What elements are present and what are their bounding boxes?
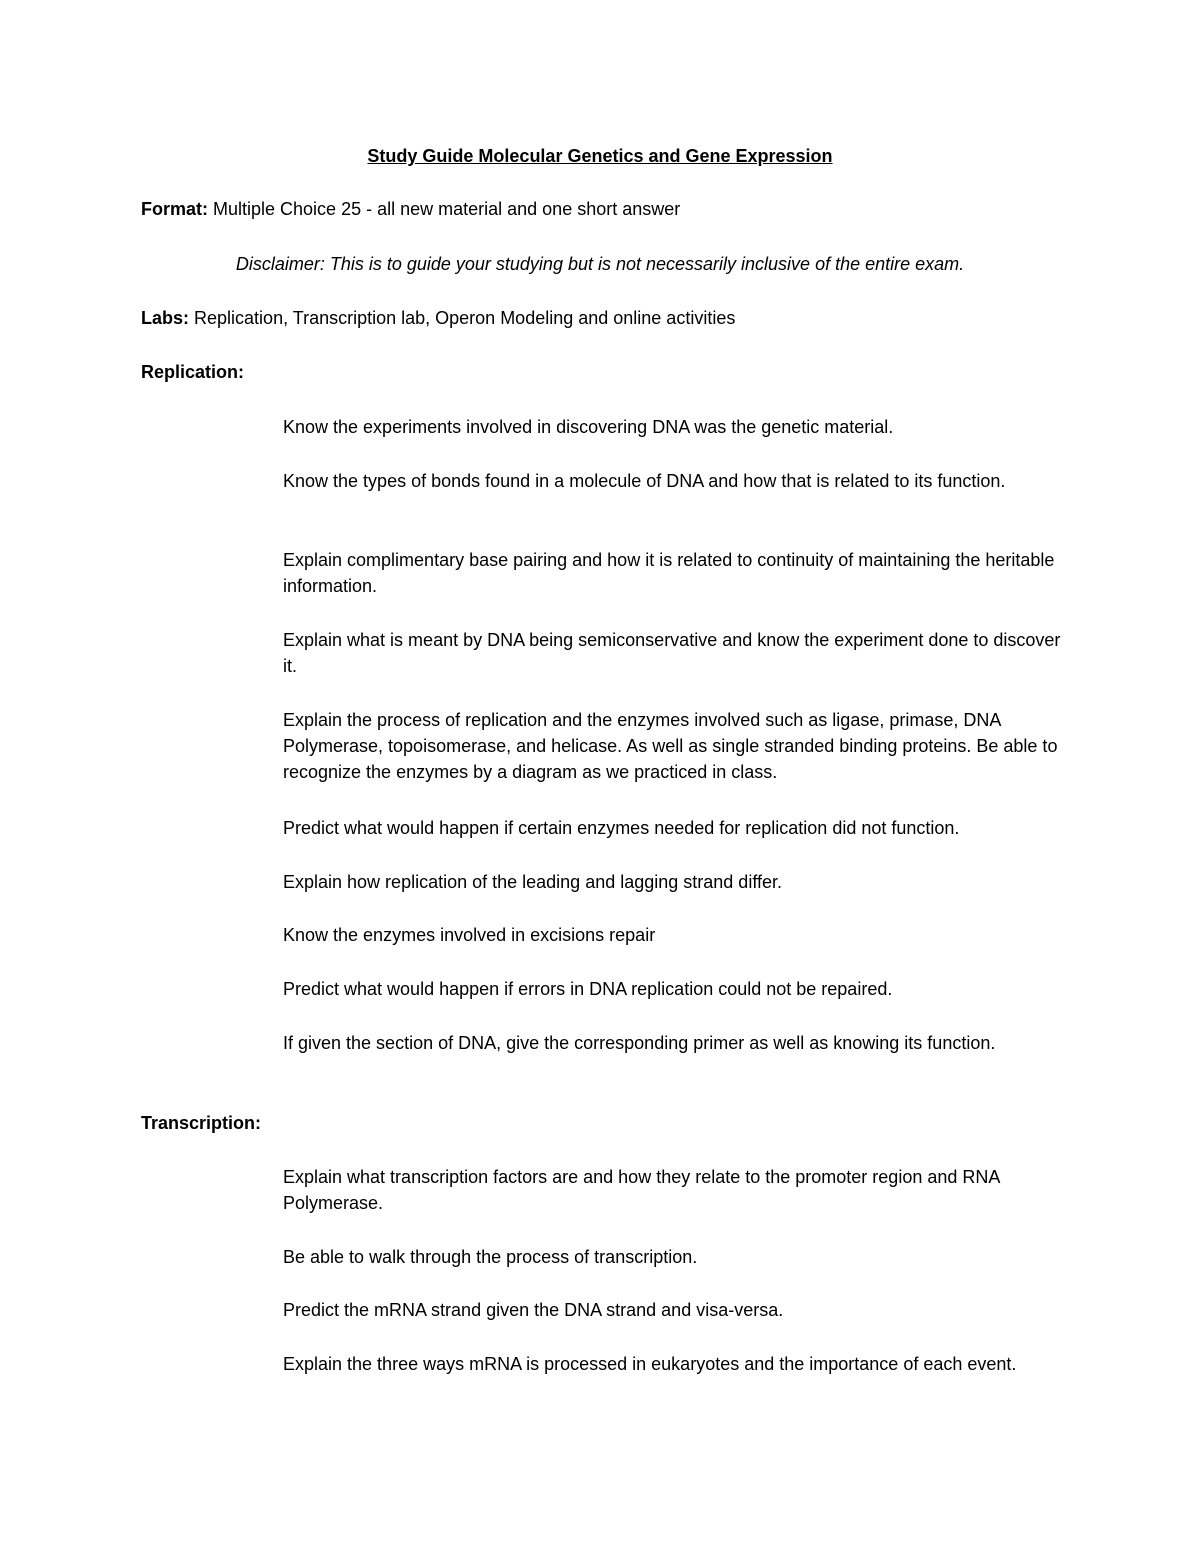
replication-item: If given the section of DNA, give the corresponding primer as well as knowing its function. xyxy=(283,1033,996,1053)
transcription-heading: Transcription: xyxy=(141,1113,262,1133)
disclaimer: Disclaimer: This is to guide your studying but is not necessarily inclusive of the entire exam. xyxy=(235,254,965,274)
replication-item: Explain the process of replication and the enzymes involved such as ligase, primase, DNA Polymerase, topoisomerase, and helicase. As well as single stranded binding proteins. Be able to recognize the enzymes by a diagram as we practiced in class. xyxy=(283,710,1058,782)
format-label: Format: xyxy=(141,199,208,219)
replication-heading: Replication: xyxy=(141,362,245,382)
replication-item: Explain how replication of the leading and lagging strand differ. xyxy=(283,872,783,892)
labs-line xyxy=(141,305,735,331)
replication-item: Explain complimentary base pairing and how it is related to continuity of maintaining the heritable information. xyxy=(283,550,1055,596)
replication-item: Know the experiments involved in discovering DNA was the genetic material. xyxy=(283,417,894,437)
format-text: Multiple Choice 25 - all new material and one short answer xyxy=(213,199,681,219)
transcription-item: Explain the three ways mRNA is processed in eukaryotes and the importance of each event. xyxy=(283,1354,1017,1374)
labs-label: Labs: xyxy=(141,308,190,328)
transcription-item: Explain what transcription factors are and how they relate to the promoter region and RNA Polymerase. xyxy=(283,1167,1000,1213)
transcription-item: Predict the mRNA strand given the DNA strand and visa-versa. xyxy=(283,1300,784,1320)
replication-item: Explain what is meant by DNA being semiconservative and know the experiment done to discover it. xyxy=(283,630,1061,676)
replication-item: Predict what would happen if errors in DNA replication could not be repaired. xyxy=(283,979,893,999)
labs-text: Replication, Transcription lab, Operon Modeling and online activities xyxy=(194,308,736,328)
replication-item: Know the enzymes involved in excisions repair xyxy=(283,925,656,945)
transcription-item: Be able to walk through the process of transcription. xyxy=(283,1247,698,1267)
format-line xyxy=(141,196,680,222)
page-title: Study Guide Molecular Genetics and Gene Expression xyxy=(367,146,833,166)
replication-item: Predict what would happen if certain enzymes needed for replication did not function. xyxy=(283,818,960,838)
replication-item: Know the types of bonds found in a molecule of DNA and how that is related to its function. xyxy=(283,471,1006,491)
